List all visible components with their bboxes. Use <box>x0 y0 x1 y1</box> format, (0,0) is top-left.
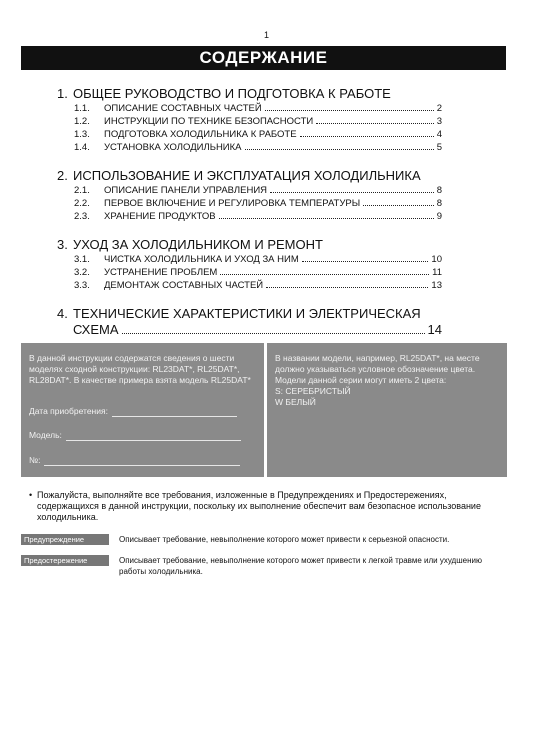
dot-leader <box>219 218 434 219</box>
entry-number: 3.3. <box>74 280 90 291</box>
entry-page: 8 <box>436 198 442 209</box>
model-label: Модель: <box>29 430 62 440</box>
toc-entry <box>57 266 442 279</box>
toc-section-1 <box>57 86 442 154</box>
entry-page: 10 <box>431 254 442 265</box>
entry-title: ОПИСАНИЕ СОСТАВНЫХ ЧАСТЕЙ <box>104 103 262 114</box>
toc-entry <box>57 210 442 223</box>
toc-section-heading <box>57 237 442 253</box>
entry-title: ЧИСТКА ХОЛОДИЛЬНИКА И УХОД ЗА НИМ <box>104 254 299 265</box>
dot-leader <box>122 333 425 334</box>
toc-section-4 <box>57 306 442 338</box>
entry-number: 1.4. <box>74 142 90 153</box>
entry-title: ПЕРВОЕ ВКЛЮЧЕНИЕ И РЕГУЛИРОВКА ТЕМПЕРАТУРЫ <box>104 198 361 209</box>
entry-page: 14 <box>427 322 442 337</box>
toc-section-heading-continuation <box>57 322 442 338</box>
model-info-right <box>267 343 507 477</box>
dot-leader <box>363 205 434 206</box>
entry-title: УСТРАНЕНИЕ ПРОБЛЕМ <box>104 267 218 278</box>
bullet-text: Пожалуйста, выполняйте все требования, изложенные в Предупреждениях и Предостережениях, содержащихся в данной инструкции, поскольку их выполнение обеспечит вам безопасное использование холодильника. <box>37 490 481 522</box>
color-code-description: В названии модели, например, RL25DAT*, на месте должно указываться условное обозначение цвета. Модели данной серии могут иметь 2 цвета: <box>275 353 480 385</box>
entry-number: 2.1. <box>74 185 90 196</box>
entry-page: 8 <box>436 185 442 196</box>
entry-number: 3.2. <box>74 267 90 278</box>
toc-entry <box>57 141 442 154</box>
entry-number: 1.1. <box>74 103 90 114</box>
toc-entry <box>57 253 442 266</box>
entry-page: 11 <box>432 267 442 278</box>
table-of-contents <box>57 86 442 352</box>
section-title: УХОД ЗА ХОЛОДИЛЬНИКОМ И РЕМОНТ <box>73 237 323 252</box>
entry-title: ОПИСАНИЕ ПАНЕЛИ УПРАВЛЕНИЯ <box>104 185 268 196</box>
entry-title: ПОДГОТОВКА ХОЛОДИЛЬНИКА К РАБОТЕ <box>104 129 297 140</box>
entry-number: 2.2. <box>74 198 90 209</box>
dot-leader <box>300 136 434 137</box>
toc-section-heading <box>57 306 442 322</box>
serial-number-label: №: <box>29 455 41 465</box>
entry-page: 3 <box>436 116 442 127</box>
purchase-date-label: Дата приобретения: <box>29 406 108 416</box>
toc-entry <box>57 115 442 128</box>
model-info-left <box>21 343 267 477</box>
entry-page: 13 <box>431 280 442 291</box>
dot-leader <box>266 287 428 288</box>
dot-leader <box>245 149 434 150</box>
toc-entry <box>57 128 442 141</box>
toc-entry <box>57 102 442 115</box>
toc-section-heading <box>57 86 442 102</box>
toc-section-2 <box>57 168 442 223</box>
toc-entry <box>57 184 442 197</box>
section-number: 2. <box>57 168 68 183</box>
section-title-continuation: СХЕМА <box>73 322 119 337</box>
dot-leader <box>220 274 429 275</box>
entry-title: ХРАНЕНИЕ ПРОДУКТОВ <box>104 211 216 222</box>
toc-section-3 <box>57 237 442 292</box>
legend-warning <box>21 534 501 545</box>
entry-page: 2 <box>436 103 442 114</box>
color-white: W БЕЛЫЙ <box>275 397 316 407</box>
serial-number-line <box>44 456 240 466</box>
warning-description: Описывает требование, невыполнение которого может привести к серьезной опасности. <box>119 535 450 544</box>
dot-leader <box>302 261 429 262</box>
section-number: 4. <box>57 306 68 321</box>
dot-leader <box>265 110 434 111</box>
bullet-icon: • <box>29 490 33 500</box>
model-line <box>66 431 241 441</box>
model-info-box <box>21 343 507 477</box>
safety-bullet-note <box>29 490 499 523</box>
entry-title: УСТАНОВКА ХОЛОДИЛЬНИКА <box>104 142 242 153</box>
purchase-date-field <box>29 406 256 417</box>
models-description: В данной инструкции содержатся сведения о шести моделях сходной конструкции: RL23DAT*, RL25DAT*, RL28DAT*. В качестве примера взята модель RL25DAT* <box>29 353 251 385</box>
toc-section-heading <box>57 168 442 184</box>
legend-caution <box>21 555 501 577</box>
serial-number-field <box>29 455 256 466</box>
section-number: 1. <box>57 86 68 101</box>
section-number: 3. <box>57 237 68 252</box>
dot-leader <box>270 192 434 193</box>
entry-number: 1.3. <box>74 129 90 140</box>
entry-number: 3.1. <box>74 254 90 265</box>
section-title: ИСПОЛЬЗОВАНИЕ И ЭКСПЛУАТАЦИЯ ХОЛОДИЛЬНИКА <box>73 168 421 183</box>
purchase-date-line <box>112 407 237 417</box>
dot-leader <box>316 123 433 124</box>
section-title: ОБЩЕЕ РУКОВОДСТВО И ПОДГОТОВКА К РАБОТЕ <box>73 86 391 101</box>
page-title: СОДЕРЖАНИЕ <box>21 46 506 70</box>
warning-tag: Предупреждение <box>21 534 109 545</box>
page-number: 1 <box>263 30 269 40</box>
entry-title: ИНСТРУКЦИИ ПО ТЕХНИКЕ БЕЗОПАСНОСТИ <box>104 116 314 127</box>
entry-page: 4 <box>436 129 442 140</box>
toc-entry <box>57 197 442 210</box>
toc-entry <box>57 279 442 292</box>
section-title: ТЕХНИЧЕСКИЕ ХАРАКТЕРИСТИКИ И ЭЛЕКТРИЧЕСКАЯ <box>73 306 421 321</box>
entry-title: ДЕМОНТАЖ СОСТАВНЫХ ЧАСТЕЙ <box>104 280 264 291</box>
caution-description: Описывает требование, невыполнение которого может привести к легкой травме или ухудшению работы холодильника. <box>119 556 482 576</box>
entry-page: 9 <box>436 211 442 222</box>
model-field <box>29 430 256 441</box>
entry-number: 2.3. <box>74 211 90 222</box>
color-silver: S: СЕРЕБРИСТЫЙ <box>275 386 351 396</box>
entry-number: 1.2. <box>74 116 90 127</box>
caution-tag: Предостережение <box>21 555 109 566</box>
entry-page: 5 <box>436 142 442 153</box>
